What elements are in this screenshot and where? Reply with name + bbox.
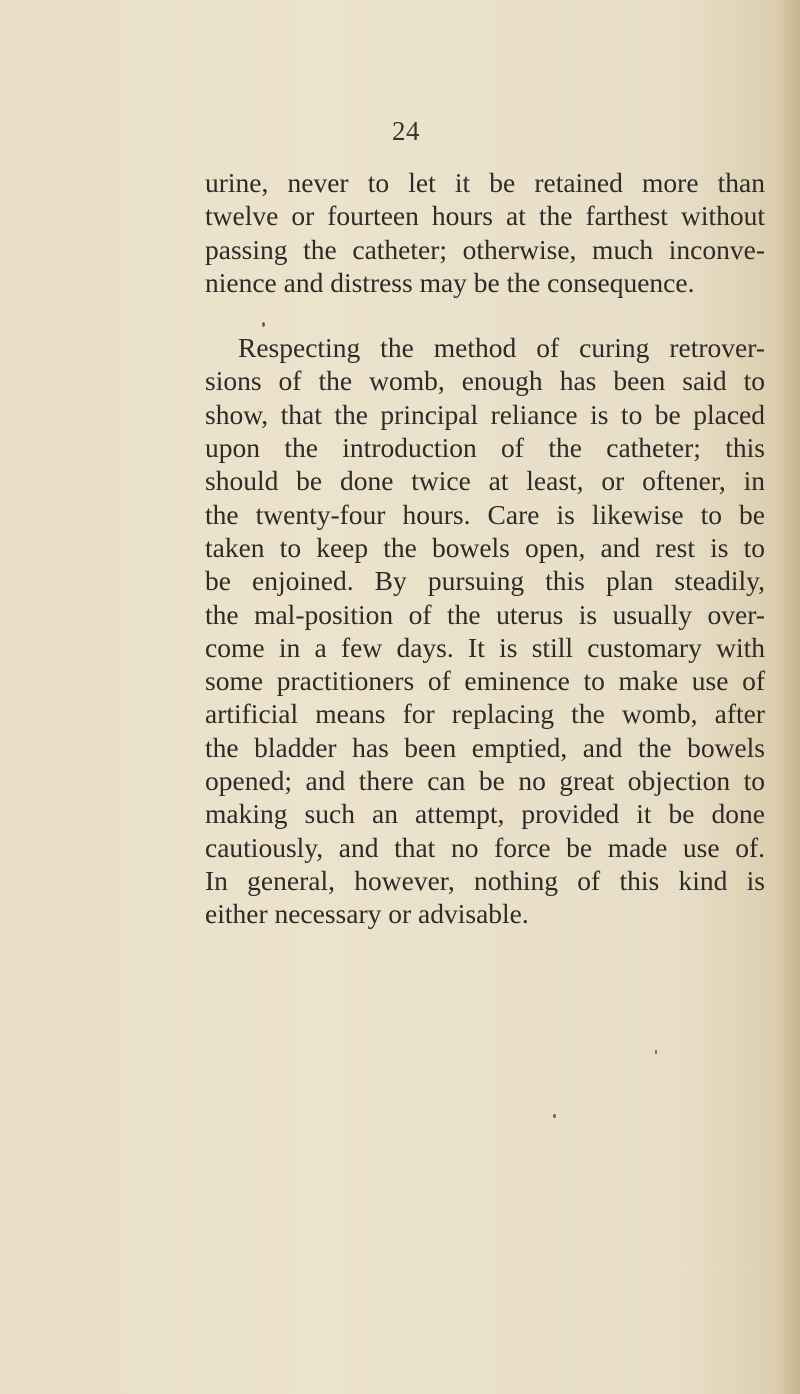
- text-line: the mal-position of the uterus is usually over-: [205, 598, 765, 630]
- text-line: be enjoined. By pursuing this plan steadily,: [205, 565, 765, 597]
- text-line: upon the introduction of the catheter; this: [205, 432, 765, 464]
- paragraph-spacer: [205, 299, 765, 331]
- page-edge-shadow: [778, 0, 800, 1394]
- text-line: the twenty-four hours. Care is likewise to be: [205, 498, 765, 530]
- body-text: [205, 166, 765, 931]
- paragraph-1: [205, 166, 765, 299]
- text-line: urine, never to let it be retained more than: [205, 167, 765, 198]
- text-line: artificial means for replacing the womb, after: [205, 698, 765, 730]
- text-line: either necessary or advisable.: [205, 898, 529, 930]
- ink-speck: [553, 1114, 556, 1118]
- text-line: making such an attempt, provided it be done: [205, 798, 765, 830]
- text-line: come in a few days. It is still customary with: [205, 631, 765, 663]
- ink-speck: [262, 322, 265, 327]
- text-line: opened; and there can be no great objection to: [205, 765, 765, 797]
- text-line: taken to keep the bowels open, and rest is to: [205, 531, 765, 563]
- text-line: cautiously, and that no force be made use of.: [205, 831, 765, 863]
- text-line: passing the catheter; otherwise, much inconve-: [205, 233, 765, 265]
- text-line: nience and distress may be the consequence.: [205, 266, 695, 298]
- text-line: show, that the principal reliance is to be placed: [205, 398, 765, 430]
- text-line: should be done twice at least, or oftener, in: [205, 465, 765, 497]
- ink-speck: [655, 1050, 657, 1054]
- paragraph-2: [205, 331, 765, 930]
- text-line: In general, however, nothing of this kind is: [205, 864, 765, 896]
- text-line: twelve or fourteen hours at the farthest without: [205, 200, 765, 232]
- text-line: Respecting the method of curing retrover-: [238, 332, 765, 364]
- text-line: some practitioners of eminence to make use of: [205, 665, 765, 697]
- text-line: sions of the womb, enough has been said to: [205, 365, 765, 397]
- text-line: the bladder has been emptied, and the bowels: [205, 731, 765, 763]
- page-number: 24: [392, 116, 420, 146]
